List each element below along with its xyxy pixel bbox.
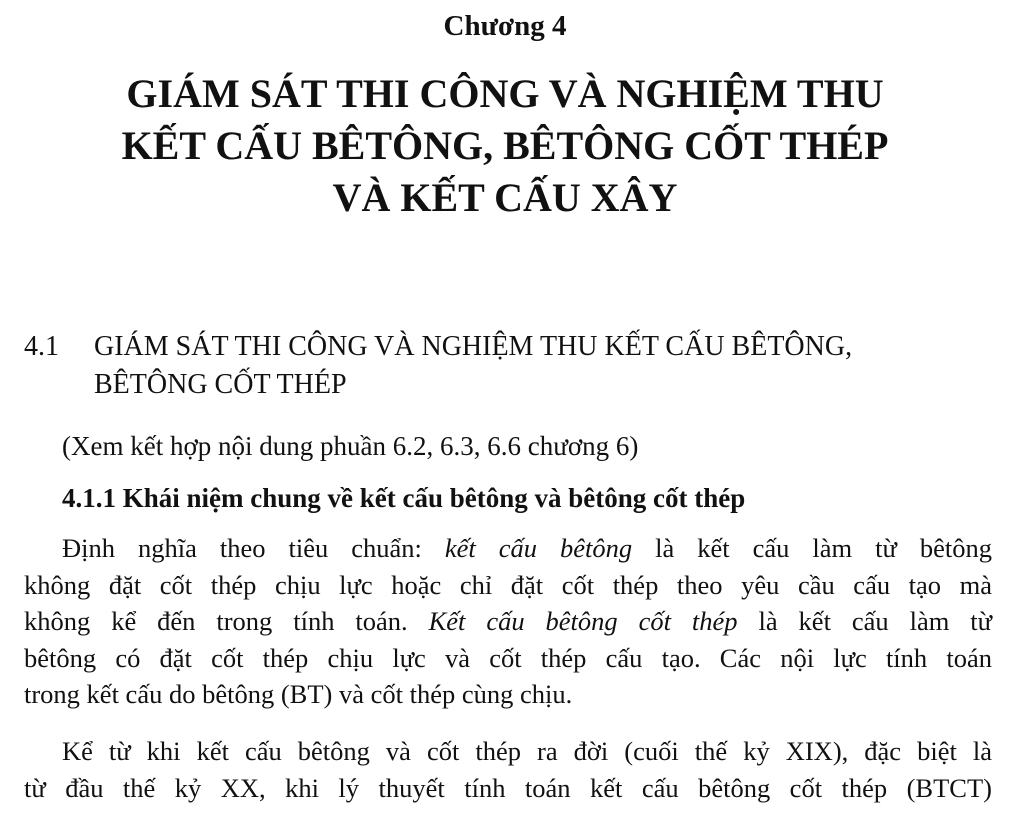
- section-title-line: GIÁM SÁT THI CÔNG VÀ NGHIỆM THU KẾT CẤU BÊTÔNG,: [94, 331, 853, 362]
- text-run: không kể đến trong tính toán.: [24, 606, 429, 636]
- section-title: [94, 328, 994, 404]
- paragraph-line: Kể từ khi kết cấu bêtông và cốt thép ra đời (cuối thế kỷ XIX), đặc biệt là: [62, 736, 992, 766]
- paragraph-line: trong kết cấu do bêtông (BT) và cốt thép cùng chịu.: [24, 679, 573, 709]
- chapter-title-line: VÀ KẾT CẤU XÂY: [332, 175, 678, 220]
- italic-term: Kết cấu bêtông cốt thép: [428, 606, 738, 636]
- chapter-title-line: GIÁM SÁT THI CÔNG VÀ NGHIỆM THU: [126, 71, 884, 116]
- paragraph-definition: [24, 530, 992, 713]
- italic-term: kết cấu bêtông: [444, 533, 633, 563]
- chapter-title-line: KẾT CẤU BÊTÔNG, BÊTÔNG CỐT THÉP: [121, 123, 889, 168]
- chapter-label: Chương 4: [443, 10, 567, 42]
- text-run: là kết cấu làm từ: [737, 606, 992, 636]
- cross-reference-note: (Xem kết hợp nội dung phuần 6.2, 6.3, 6.6 chương 6): [62, 431, 639, 461]
- paragraph-line: [24, 530, 992, 567]
- chapter-title: [0, 68, 1010, 224]
- text-run: Định nghĩa theo tiêu chuẩn:: [62, 533, 445, 563]
- paragraph-line: từ đầu thế kỷ XX, khi lý thuyết tính toán kết cấu bêtông cốt thép (BTCT): [24, 772, 992, 803]
- paragraph-line: không đặt cốt thép chịu lực hoặc chỉ đặt cốt thép theo yêu cầu cấu tạo mà: [24, 569, 992, 600]
- subsection-heading: 4.1.1 Khái niệm chung về kết cấu bêtông và bêtông cốt thép: [62, 483, 746, 513]
- section-title-line: BÊTÔNG CỐT THÉP: [94, 369, 347, 400]
- paragraph-line: [24, 603, 992, 640]
- paragraph-history: [24, 733, 992, 806]
- text-run: là kết cấu làm từ bêtông: [632, 533, 993, 563]
- section-number: 4.1: [24, 331, 59, 362]
- paragraph-line: bêtông có đặt cốt thép chịu lực và cốt thép cấu tạo. Các nội lực tính toán: [24, 642, 992, 673]
